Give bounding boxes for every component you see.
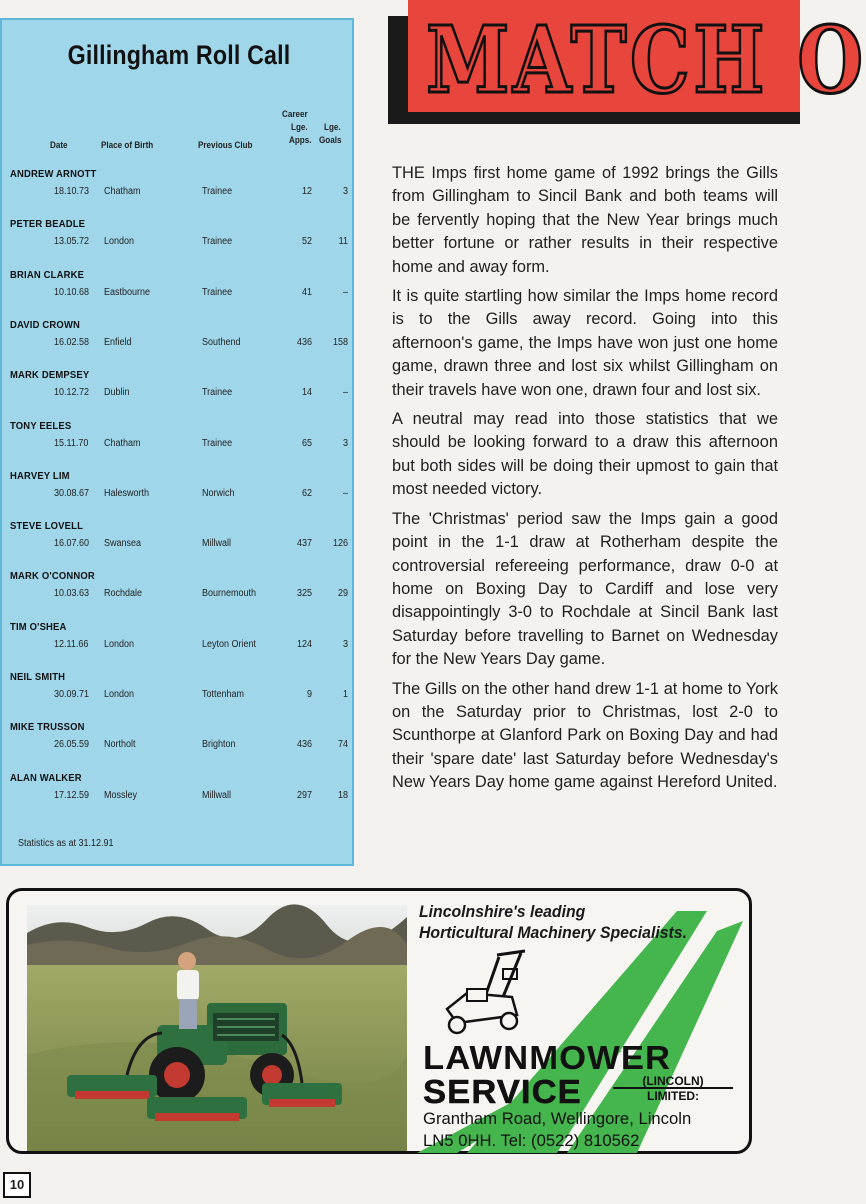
player-dob: 12.11.66 bbox=[54, 638, 89, 650]
player-previous-club: Bournemouth bbox=[202, 588, 257, 600]
player-birthplace: Dublin bbox=[104, 387, 130, 399]
advert-suffix-line-1: (LINCOLN) bbox=[613, 1075, 733, 1089]
player-name: PETER BEADLE bbox=[10, 218, 86, 231]
player-previous-club: Tottenham bbox=[202, 689, 245, 700]
player-birthplace: Eastbourne bbox=[104, 286, 151, 298]
player-league-goals: 1 bbox=[342, 689, 348, 700]
player-name: ALAN WALKER bbox=[10, 771, 82, 784]
player-birthplace: Chatham bbox=[104, 437, 141, 449]
player-previous-club: Millwall bbox=[202, 789, 232, 801]
advert-company-suffix bbox=[613, 1075, 733, 1102]
player-birthplace: Enfield bbox=[104, 336, 132, 348]
player-dob: 13.05.72 bbox=[54, 236, 90, 248]
player-birthplace: Swansea bbox=[104, 538, 142, 550]
player-league-goals: 74 bbox=[337, 739, 348, 751]
advert-telephone: LN5 0HH. Tel: (0522) 810562 bbox=[423, 1131, 640, 1150]
player-league-apps: 14 bbox=[301, 387, 312, 399]
player-league-apps: 436 bbox=[296, 336, 312, 348]
player-league-apps: 124 bbox=[296, 638, 312, 650]
player-league-goals: 18 bbox=[337, 789, 348, 801]
player-birthplace: Northolt bbox=[104, 739, 136, 751]
col-header-apps-2: Apps. bbox=[289, 135, 312, 145]
article-paragraph: It is quite startling how similar the Imps home record is to the Gills away record. Going into this afternoon's game, the Imps have won just one home game, drawn three and lost six whilst Gillingham on their travels have won one, drawn four and lost six. bbox=[392, 287, 778, 399]
player-previous-club: Trainee bbox=[202, 437, 233, 449]
player-dob: 16.07.60 bbox=[54, 538, 90, 550]
player-league-apps: 297 bbox=[296, 789, 312, 801]
player-league-goals: – bbox=[342, 487, 348, 499]
col-header-goals-1: Lge. bbox=[324, 122, 341, 132]
advert-brand-line-1: LAWNMOWER bbox=[423, 1039, 672, 1076]
tractor-photo bbox=[27, 905, 407, 1151]
player-league-goals: 3 bbox=[342, 186, 348, 197]
col-header-club: Previous Club bbox=[198, 140, 253, 150]
player-dob: 10.10.68 bbox=[54, 286, 90, 298]
match-banner bbox=[408, 0, 866, 114]
player-name: TIM O'SHEA bbox=[10, 620, 67, 633]
player-league-goals: 158 bbox=[332, 336, 348, 348]
page-number: 10 bbox=[3, 1172, 31, 1198]
player-name: NEIL SMITH bbox=[10, 671, 66, 683]
player-dob: 26.05.59 bbox=[54, 739, 90, 751]
player-dob: 17.12.59 bbox=[54, 789, 90, 801]
player-league-apps: 325 bbox=[296, 588, 312, 600]
player-league-goals: 11 bbox=[338, 236, 348, 248]
article-paragraph: The Gills on the other hand drew 1-1 at home to York on the Saturday prior to Christmas, lost 2-0 to Scunthorpe at Glanford Park on Boxing Day and had their 'spare date' last Saturday before Wednesday's New Years Day home game against Hereford United. bbox=[392, 679, 778, 792]
player-name: MIKE TRUSSON bbox=[10, 721, 85, 734]
player-league-goals: 29 bbox=[337, 588, 348, 600]
player-league-apps: 65 bbox=[301, 437, 312, 449]
player-dob: 30.08.67 bbox=[54, 487, 90, 499]
col-header-date: Date bbox=[50, 140, 68, 150]
player-previous-club: Trainee bbox=[202, 186, 233, 197]
player-birthplace: Mossley bbox=[104, 789, 138, 801]
roll-call-panel bbox=[0, 18, 354, 866]
player-birthplace: Chatham bbox=[104, 186, 141, 197]
player-dob: 15.11.70 bbox=[54, 437, 89, 449]
player-birthplace: Halesworth bbox=[104, 487, 150, 499]
player-previous-club: Trainee bbox=[202, 387, 233, 399]
player-league-apps: 62 bbox=[301, 487, 312, 499]
player-dob: 18.10.73 bbox=[54, 186, 90, 197]
article-paragraph: The 'Christmas' period saw the Imps gain a good point in the 1-1 draw at Rotherham despite the controversial refereeing performance, draw 0-0 at home on Boxing Day to Cardiff and lose very disappointingly 3-0 to Rochdale at Sincil Bank last Saturday before travelling to Barnet on Wednesday for the New Years Day game. bbox=[392, 509, 778, 669]
player-name: STEVE LOVELL bbox=[10, 520, 84, 533]
col-header-place: Place of Birth bbox=[101, 140, 154, 150]
player-league-apps: 41 bbox=[301, 286, 312, 298]
col-header-career: Career bbox=[282, 109, 308, 119]
roll-call-title: Gillingham Roll Call bbox=[67, 40, 291, 70]
player-league-goals: 126 bbox=[332, 538, 348, 550]
player-league-goals: – bbox=[342, 286, 348, 298]
player-league-apps: 12 bbox=[301, 186, 312, 197]
player-previous-club: Southend bbox=[202, 336, 241, 348]
article-paragraph: A neutral may read into those statistics that we should be looking forward to a draw this afternoon but both sides will be doing their upmost to gain that most needed victory. bbox=[392, 410, 778, 499]
player-name: TONY EELES bbox=[10, 419, 72, 432]
advert-suffix-line-2: LIMITED: bbox=[647, 1089, 699, 1103]
col-header-apps-1: Lge. bbox=[291, 122, 308, 132]
player-league-goals: – bbox=[342, 387, 348, 399]
player-name: DAVID CROWN bbox=[10, 318, 81, 331]
player-league-goals: 3 bbox=[342, 437, 348, 449]
player-name: HARVEY LIM bbox=[10, 469, 70, 482]
player-dob: 16.02.58 bbox=[54, 336, 90, 348]
col-header-goals-2: Goals bbox=[319, 135, 342, 145]
advert-address: Grantham Road, Wellingore, Lincoln bbox=[423, 1109, 692, 1128]
statistics-note: Statistics as at 31.12.91 bbox=[18, 838, 114, 849]
player-previous-club: Leyton Orient bbox=[202, 638, 257, 650]
player-name: BRIAN CLARKE bbox=[10, 268, 85, 281]
player-name: MARK O'CONNOR bbox=[10, 570, 95, 583]
banner-headline: MATCH O bbox=[426, 6, 866, 114]
player-birthplace: London bbox=[104, 689, 135, 700]
player-birthplace: London bbox=[104, 236, 135, 248]
player-dob: 10.03.63 bbox=[54, 588, 90, 600]
player-previous-club: Millwall bbox=[202, 538, 232, 550]
advert-brand-service: SERVICE bbox=[423, 1073, 582, 1110]
article-paragraph: THE Imps first home game of 1992 brings the Gills from Gillingham to Sincil Bank and both teams will be fervently hoping that the New Year brings much better fortune or rather results in their respective home and away form. bbox=[392, 164, 778, 276]
player-birthplace: Rochdale bbox=[104, 588, 143, 600]
player-birthplace: London bbox=[104, 638, 135, 650]
player-dob: 30.09.71 bbox=[54, 689, 90, 700]
player-league-apps: 9 bbox=[306, 689, 312, 700]
player-previous-club: Norwich bbox=[202, 487, 235, 499]
lawnmower-icon bbox=[437, 949, 537, 1039]
player-previous-club: Trainee bbox=[202, 236, 233, 248]
match-article bbox=[392, 162, 778, 801]
player-league-apps: 437 bbox=[296, 538, 312, 550]
advert-tagline-line-2: Horticultural Machinery Specialists. bbox=[419, 923, 687, 942]
advert-tagline bbox=[419, 901, 687, 943]
player-league-apps: 436 bbox=[296, 739, 312, 751]
player-league-goals: 3 bbox=[342, 638, 348, 650]
player-name: MARK DEMPSEY bbox=[10, 369, 90, 382]
lawnmower-advert bbox=[6, 888, 752, 1154]
player-previous-club: Brighton bbox=[202, 739, 236, 751]
player-previous-club: Trainee bbox=[202, 286, 233, 298]
advert-brand-line-2 bbox=[423, 1075, 582, 1109]
player-league-apps: 52 bbox=[301, 236, 312, 248]
player-dob: 10.12.72 bbox=[54, 387, 90, 399]
advert-tagline-line-1: Lincolnshire's leading bbox=[419, 902, 586, 921]
player-name: ANDREW ARNOTT bbox=[10, 168, 97, 180]
